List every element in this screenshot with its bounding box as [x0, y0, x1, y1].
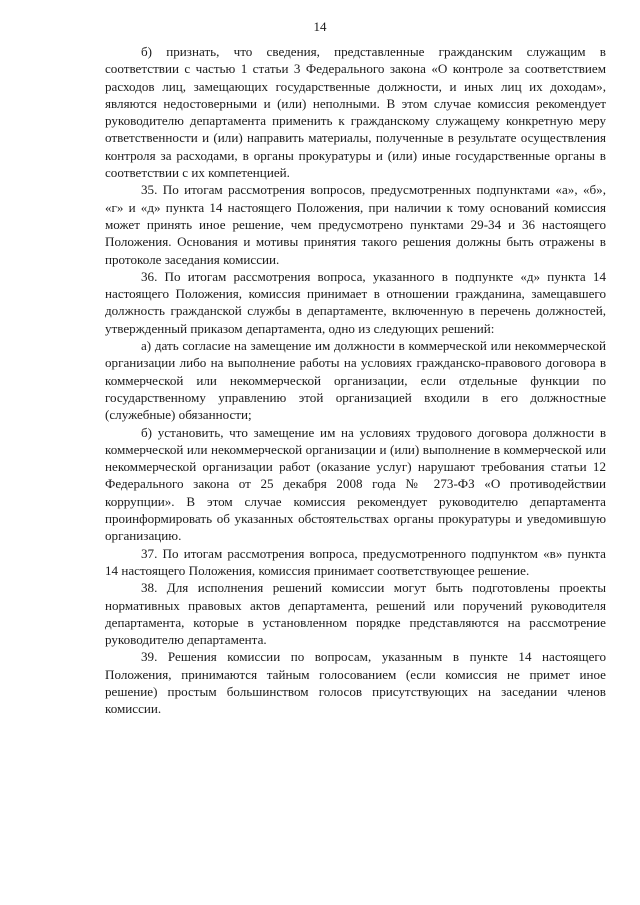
paragraph-36: 36. По итогам рассмотрения вопроса, указанного в подпункте «д» пункта 14 настоящего Положения, комиссия принимает в отношении гражданина, замещавшего должность гражданской службы в департаменте, включенную в перечень должностей, утвержденный приказом департамента, одно из следующих решений: — [105, 268, 606, 336]
document-body — [105, 43, 606, 718]
paragraph-36a: а) дать согласие на замещение им должности в коммерческой или некоммерческой организации либо на выполнение работы на условиях гражданско-правового договора в коммерческой или некоммерческой организации, если отдельные функции по государственному управлению этой организацией входили в его должностные (служебные) обязанности; — [105, 338, 606, 423]
paragraph-34b: б) признать, что сведения, представленные гражданским служащим в соответствии с частью 1 статьи 3 Федерального закона «О контроле за соответствием расходов лиц, замещающих государственные должности, и иных лиц их доходам», являются недостоверными и (или) неполными. В этом случае комиссия рекомендует руководителю департамента применить к гражданскому служащему конкретную меру ответственности и (или) направить материалы, полученные в результате осуществления контроля за расходами, в органы прокуратуры и (или) иные государственные органы в соответствии с их компетенцией. — [105, 44, 606, 181]
paragraph-38: 38. Для исполнения решений комиссии могут быть подготовлены проекты нормативных правовых актов департамента, решений или поручений руководителя департамента, которые в установленном порядке представляются на рассмотрение руководителю департамента. — [105, 580, 606, 648]
paragraph-36b: б) установить, что замещение им на условиях трудового договора должности в коммерческой или некоммерческой организации и (или) выполнение в коммерческой или некоммерческой организации работ (оказание услуг) нарушают требования статьи 12 Федерального закона от 25 декабря 2008 года № 273-ФЗ «О противодействии коррупции». В этом случае комиссия рекомендует руководителю департамента проинформировать об указанных обстоятельствах органы прокуратуры и уведомившую организацию. — [105, 424, 606, 544]
paragraph-35: 35. По итогам рассмотрения вопросов, предусмотренных подпунктами «а», «б», «г» и «д» пункта 14 настоящего Положения, при наличии к тому оснований комиссия может принять иное решение, чем предусмотрено пунктами 29-34 и 36 настоящего Положения. Основания и мотивы принятия такого решения должны быть отражены в протоколе заседания комиссии. — [105, 182, 606, 267]
paragraph-37: 37. По итогам рассмотрения вопроса, предусмотренного подпунктом «в» пункта 14 настоящего Положения, комиссия принимает соответствующее решение. — [105, 545, 606, 578]
page-number: 14 — [313, 19, 327, 34]
paragraph-39: 39. Решения комиссии по вопросам, указанным в пункте 14 настоящего Положения, принимаются тайным голосованием (если комиссия не примет иное решение) простым большинством голосов присутствующих на заседании членов комиссии. — [105, 649, 606, 717]
